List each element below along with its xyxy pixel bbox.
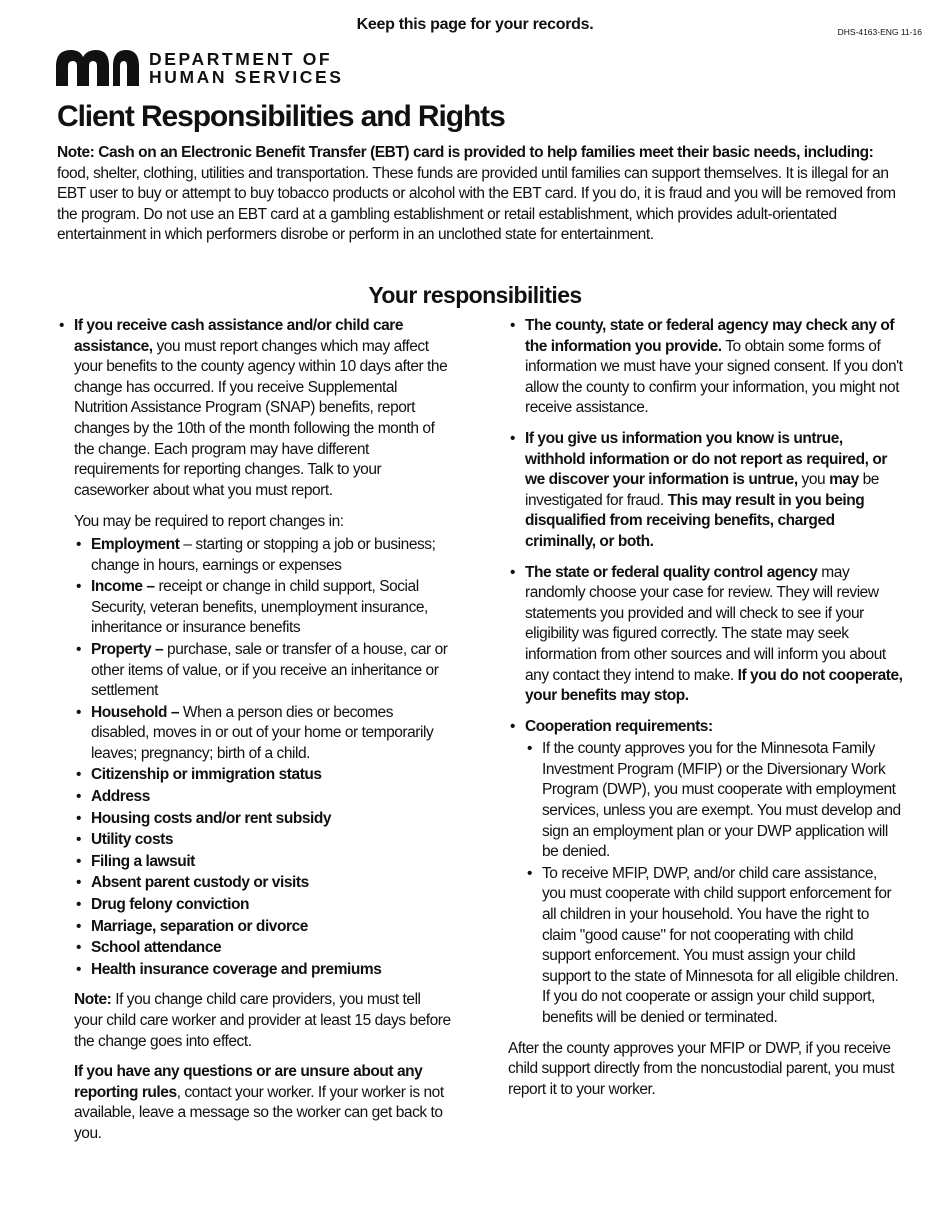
item-bold: If you do not cooperate, your benefits may stop. bbox=[525, 666, 903, 705]
page-title: Client Responsibilities and Rights bbox=[57, 100, 505, 133]
note-text: If you change child care providers, you must tell your child care worker and provider at least 15 days before the change goes into effect. bbox=[74, 991, 451, 1050]
list-item-bold: Utility costs bbox=[91, 831, 174, 849]
cooperation-list bbox=[525, 739, 903, 1028]
list-item bbox=[74, 640, 452, 702]
intro-bold: Note: Cash on an Electronic Benefit Transfer (EBT) card is provided to help families meet their basic needs, including: bbox=[57, 144, 874, 161]
logo-line-1: DEPARTMENT OF bbox=[149, 49, 333, 69]
item-bold: The state or federal quality control agency bbox=[525, 563, 818, 581]
list-item-bold: Citizenship or immigration status bbox=[91, 766, 322, 784]
item-bold: Cooperation requirements: bbox=[525, 717, 713, 735]
changes-list bbox=[74, 535, 452, 980]
item-text: you must report changes which may affect your benefits to the county agency within 10 days after the change has occurred. If you receive Supplemental Nutrition Assistance Program (SNAP) benefits, report changes by the 10th of the month following the month of the change. Each program may have different requirements for reporting changes. Talk to your caseworker about what you must report. bbox=[74, 337, 448, 499]
cooperation-item bbox=[508, 717, 903, 1029]
list-item-bold: Property – bbox=[91, 640, 164, 658]
list-item bbox=[74, 809, 452, 830]
list-item-bold: Absent parent custody or visits bbox=[91, 874, 309, 892]
list-item-text: When a person dies or becomes disabled, moves in or out of your home or temporarily leaves; pregnancy; birth of a child. bbox=[91, 703, 434, 762]
list-item bbox=[74, 917, 452, 938]
list-item: • To receive MFIP, DWP, and/or child care assistance, you must cooperate with child support enforcement for all children in your household. You have the right to claim "good cause" for not cooperating with child support enforcement. You must assign your child support to the state of Minnesota for all eligible children. If you do not cooperate or assign your child support, benefits will be denied or terminated. bbox=[525, 864, 903, 1029]
list-item-bold: Employment bbox=[91, 535, 180, 553]
list-item-text: receipt or change in child support, Social Security, veteran benefits, unemployment insurance, inheritance or insurance benefits bbox=[91, 578, 428, 637]
list-item bbox=[74, 873, 452, 894]
child-care-note bbox=[74, 990, 452, 1052]
list-item-text: purchase, sale or transfer of a house, car or other items of value, or if you receive an inheritance or settlement bbox=[91, 640, 448, 700]
list-item bbox=[74, 703, 452, 765]
list-item-bold: Housing costs and/or rent subsidy bbox=[91, 809, 332, 827]
list-item bbox=[74, 830, 452, 851]
list-item-bold: Health insurance coverage and premiums bbox=[91, 960, 382, 978]
list-item bbox=[74, 535, 452, 576]
report-intro: You may be required to report changes in: bbox=[74, 513, 344, 531]
item-text: be investigated for fraud. bbox=[525, 471, 879, 509]
item-bold: This may result in you being disqualified from receiving benefits, charged criminally, or both. bbox=[525, 491, 865, 550]
note-label: Note: bbox=[74, 991, 112, 1009]
list-item bbox=[74, 765, 452, 786]
list-item-bold: Income – bbox=[91, 578, 155, 596]
list-item-bold: Marriage, separation or divorce bbox=[91, 917, 308, 935]
questions-bold: If you have any questions or are unsure about any reporting rules bbox=[74, 1063, 423, 1101]
list-item bbox=[74, 895, 452, 916]
list-item bbox=[74, 787, 452, 808]
list-item-bold: Address bbox=[91, 788, 150, 806]
left-column bbox=[57, 316, 452, 1155]
quality-control-item bbox=[508, 563, 903, 707]
item-text: To obtain some forms of information we must have your signed consent. If you don't allow the county to confirm your information, you might not receive assistance. bbox=[525, 337, 903, 417]
list-item bbox=[74, 938, 452, 959]
responsibilities-heading: Your responsibilities bbox=[368, 282, 582, 308]
intro-paragraph bbox=[57, 143, 897, 246]
mn-logo-mark-icon bbox=[56, 50, 139, 86]
dhs-logo bbox=[56, 50, 344, 86]
list-item bbox=[74, 852, 452, 873]
item-bold: may bbox=[829, 471, 859, 489]
item-bold: The county, state or federal agency may check any of the information you provide. bbox=[525, 317, 895, 355]
untrue-information-item bbox=[508, 429, 903, 553]
list-item bbox=[74, 577, 452, 639]
list-item-bold: Household – bbox=[91, 703, 180, 721]
questions-paragraph bbox=[74, 1062, 452, 1144]
list-item: • If the county approves you for the Minnesota Family Investment Program (MFIP) or the Diversionary Work Program (DWP), you must cooperate with employment services, unless you are exempt. You must develop and sign an employment plan or your DWP application will be denied. bbox=[525, 739, 903, 863]
item-text: you bbox=[797, 471, 830, 489]
item-bold: If you give us information you know is untrue, withhold information or do not report as required, or we discover your information is untrue, bbox=[525, 429, 887, 489]
right-column bbox=[508, 316, 903, 1100]
form-id: DHS-4163-ENG 11-16 bbox=[837, 27, 922, 37]
logo-line-2: HUMAN SERVICES bbox=[149, 67, 344, 87]
agency-check-item bbox=[508, 316, 903, 419]
item-bold: If you receive cash assistance and/or child care assistance, bbox=[74, 317, 404, 355]
logo-text bbox=[149, 50, 344, 86]
list-item-bold: Filing a lawsuit bbox=[91, 852, 195, 870]
list-item-text: – starting or stopping a job or business; change in hours, earnings or expenses bbox=[91, 535, 436, 574]
child-support-report-paragraph: After the county approves your MFIP or DWP, if you receive child support directly from the noncustodial parent, you must report it to your worker. bbox=[508, 1039, 895, 1098]
report-changes-item bbox=[57, 316, 452, 501]
keep-records-note: Keep this page for your records. bbox=[356, 16, 594, 33]
intro-text: food, shelter, clothing, utilities and transportation. These funds are provided until families can support themselves. It is illegal for an EBT user to buy or attempt to buy tobacco products or alcohol with the EBT card. If you do, it is fraud and you will be removed from the program. Do not use an EBT card at a gambling establishment or retail establishment, which provides adult-orientated entertainment in which performers disrobe or perform in an unclothed state for entertainment. bbox=[57, 164, 896, 244]
item-text: may randomly choose your case for review. They will review statements you provided and will check to see if your eligibility was figured correctly. The state may seek information from other sources and will inform you about any contact they intend to make. bbox=[525, 563, 886, 684]
questions-text: , contact your worker. If your worker is not available, leave a message so the worker can get back to you. bbox=[74, 1083, 444, 1142]
list-item-bold: School attendance bbox=[91, 939, 222, 957]
list-item-bold: Drug felony conviction bbox=[91, 896, 250, 914]
list-item bbox=[74, 960, 452, 981]
